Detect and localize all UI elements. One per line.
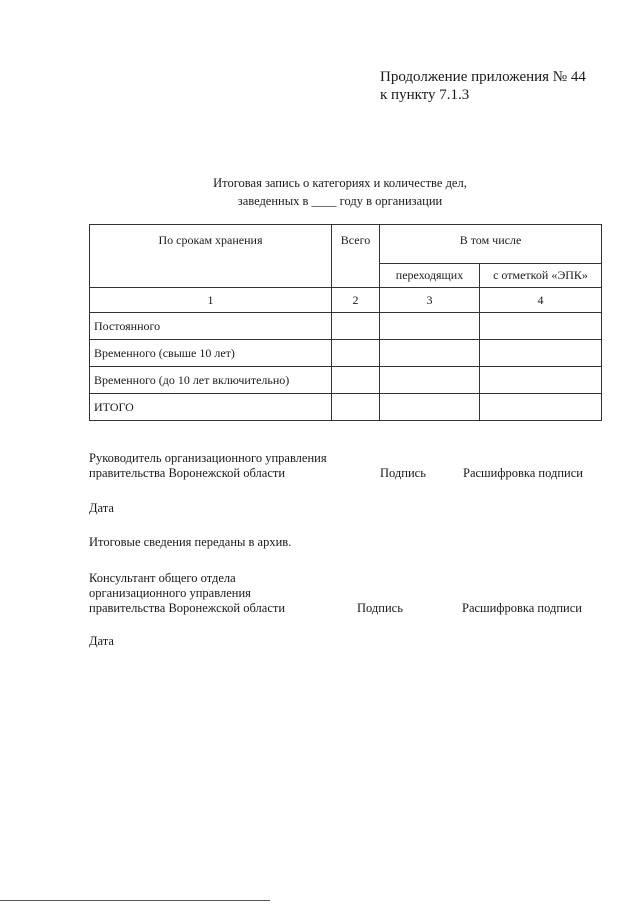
- appendix-header-line2: к пункту 7.1.3: [380, 87, 470, 103]
- column-number: 4: [480, 288, 602, 313]
- column-number: 2: [332, 288, 380, 313]
- column-number: 1: [90, 288, 332, 313]
- table-row: [90, 367, 602, 394]
- consultant-title-line2: организационного управления: [89, 586, 251, 600]
- summary-table: [89, 224, 602, 421]
- appendix-header-line1: Продолжение приложения № 44: [380, 69, 586, 85]
- row-label-total: ИТОГО: [90, 394, 332, 421]
- table-cell[interactable]: [480, 340, 602, 367]
- head-signature-decode-label: Расшифровка подписи: [463, 466, 583, 480]
- consultant-title-line1: Консультант общего отдела: [89, 571, 236, 585]
- document-title-line2: заведенных в ____ году в организации: [237, 194, 443, 208]
- date-label-2: Дата: [89, 634, 114, 648]
- row-label-temporary-up-to-10: Временного (до 10 лет включительно): [90, 367, 332, 394]
- column-header-including: В том числе: [380, 225, 602, 264]
- table-cell[interactable]: [380, 367, 480, 394]
- head-title-line2: правительства Воронежской области: [89, 466, 286, 480]
- table-cell[interactable]: [380, 313, 480, 340]
- column-header-storage: По срокам хранения: [90, 225, 332, 288]
- table-cell[interactable]: [380, 340, 480, 367]
- table-row: [90, 340, 602, 367]
- table-cell[interactable]: [332, 367, 380, 394]
- table-cell[interactable]: [480, 313, 602, 340]
- table-cell[interactable]: [480, 367, 602, 394]
- row-label-temporary-over-10: Временного (свыше 10 лет): [90, 340, 332, 367]
- table-cell[interactable]: [332, 340, 380, 367]
- row-label-permanent: Постоянного: [90, 313, 332, 340]
- table-cell[interactable]: [380, 394, 480, 421]
- column-numbers-row: [90, 288, 602, 313]
- consultant-signature-decode-label: Расшифровка подписи: [462, 601, 582, 615]
- head-signature-label: Подпись: [380, 466, 426, 480]
- table-cell[interactable]: [480, 394, 602, 421]
- column-number: 3: [380, 288, 480, 313]
- table-cell[interactable]: [332, 394, 380, 421]
- column-header-epk: с отметкой «ЭПК»: [480, 264, 602, 288]
- document-title-line1: Итоговая запись о категориях и количестве дел,: [213, 176, 467, 190]
- table-cell[interactable]: [332, 313, 380, 340]
- date-label-1: Дата: [89, 501, 114, 515]
- consultant-title-line3: правительства Воронежской области: [89, 601, 286, 615]
- column-header-total: Всего: [332, 225, 380, 288]
- transferred-to-archive-note: Итоговые сведения переданы в архив.: [89, 535, 292, 549]
- table-row: [90, 394, 602, 421]
- head-title-line1: Руководитель организационного управления: [89, 451, 327, 465]
- table-row: [90, 313, 602, 340]
- footer-rule: [0, 900, 270, 901]
- consultant-signature-label: Подпись: [357, 601, 403, 615]
- column-header-transitional: переходящих: [380, 264, 480, 288]
